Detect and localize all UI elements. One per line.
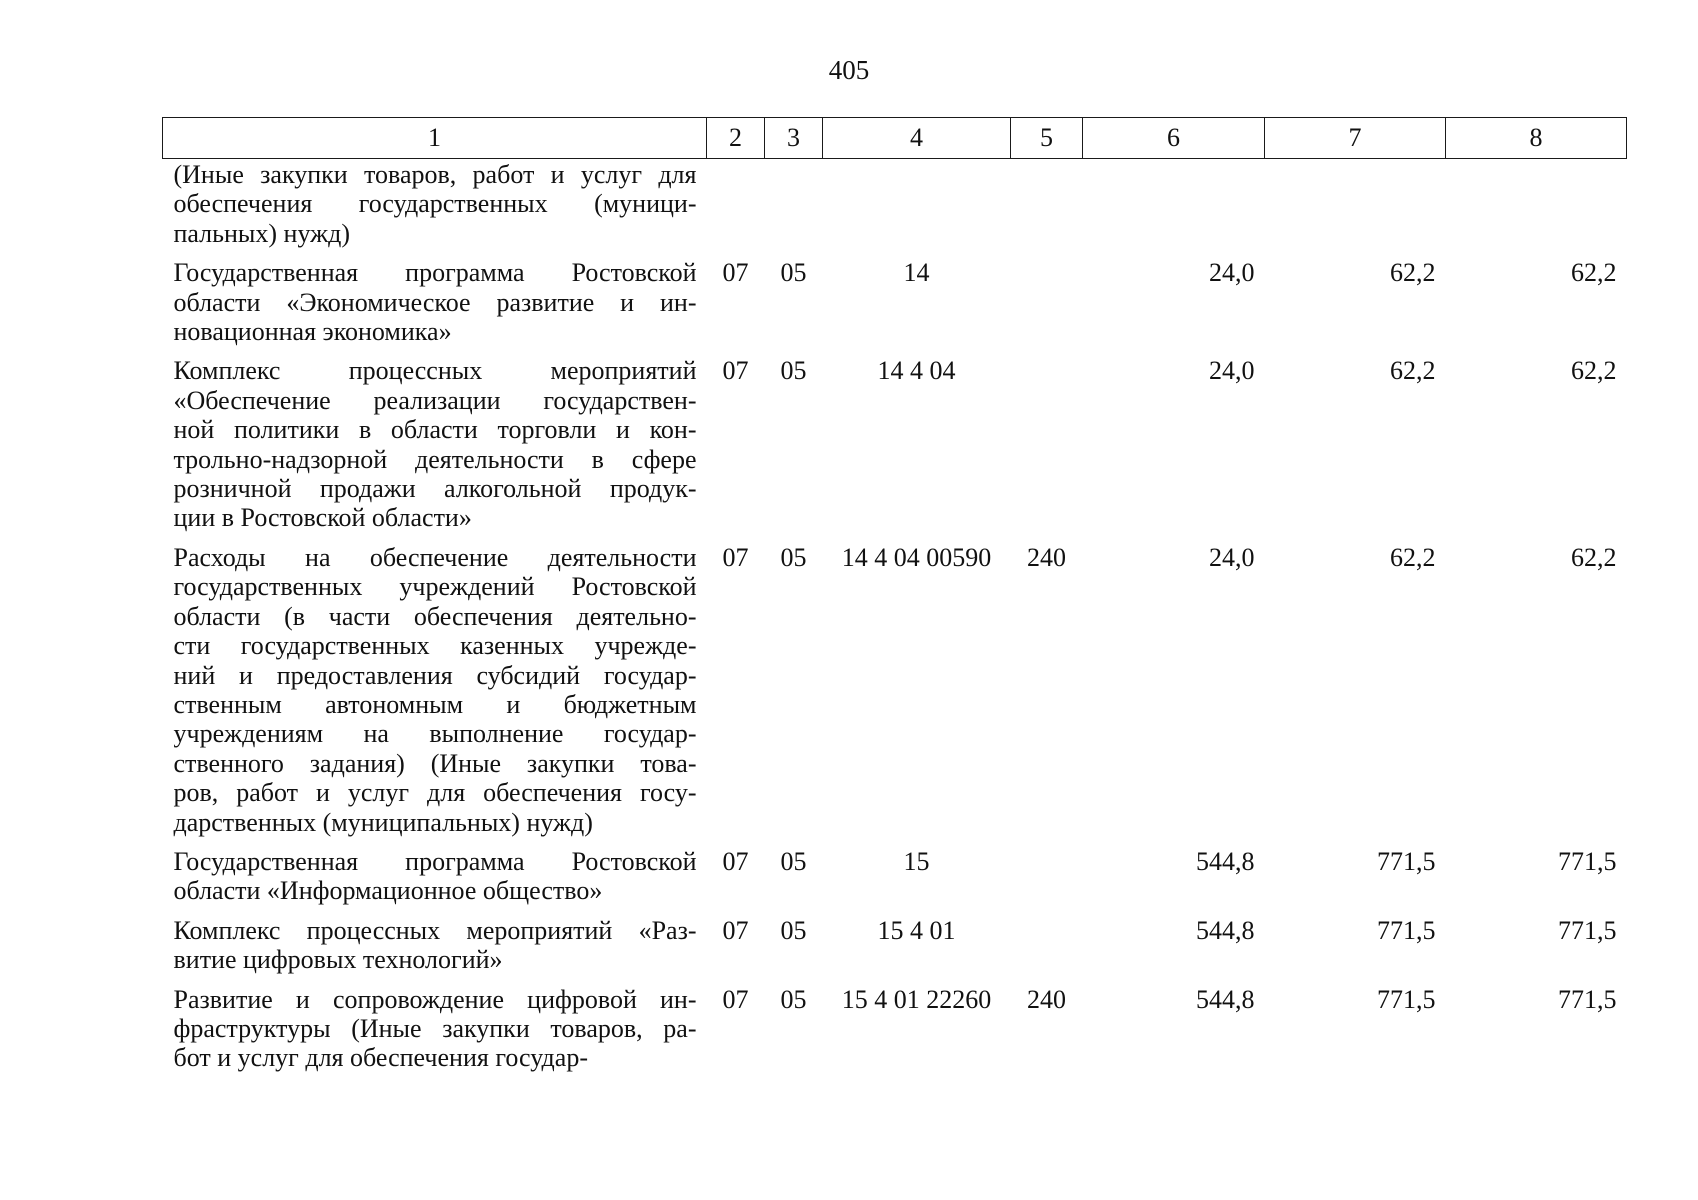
- description-line: ров, работ и услуг для обеспечения госу-: [173, 778, 697, 808]
- section-cell: 07: [722, 984, 749, 1014]
- amount-cell-8: 771,5: [1558, 984, 1617, 1014]
- subsection-cell: [765, 159, 823, 259]
- subsection-cell: 05: [780, 356, 807, 386]
- target-article-cell: 14 4 04 00590: [841, 542, 992, 572]
- header-col-6: 6: [1083, 118, 1265, 159]
- amount-cell-6: 24,0: [1209, 258, 1255, 288]
- description-line: Государственная программа Ростовской: [173, 846, 697, 876]
- expense-type-cell: [1011, 916, 1083, 985]
- section-cell: 07: [722, 915, 749, 945]
- description-line: государственных учреждений Ростовской: [173, 572, 697, 602]
- description-line: розничной продажи алкогольной продук-: [173, 474, 697, 504]
- table-row: [163, 916, 1627, 985]
- description-line: (Иные закупки товаров, работ и услуг для: [173, 160, 697, 189]
- section-cell: 07: [722, 542, 749, 572]
- table-row: [163, 847, 1627, 916]
- description-line: бот и услуг для обеспечения государ-: [173, 1043, 588, 1073]
- header-col-2: 2: [707, 118, 765, 159]
- header-col-7: 7: [1265, 118, 1446, 159]
- amount-cell-8: 62,2: [1571, 542, 1617, 572]
- header-col-4: 4: [823, 118, 1011, 159]
- amount-cell-7: [1265, 159, 1446, 259]
- subsection-cell: 05: [780, 258, 807, 288]
- subsection-cell: 05: [780, 846, 807, 876]
- subsection-cell: 05: [780, 542, 807, 572]
- amount-cell-6: 24,0: [1209, 542, 1255, 572]
- description-cell: [163, 159, 707, 259]
- description-line: витие цифровых технологий»: [173, 945, 503, 975]
- amount-cell-8: 62,2: [1571, 258, 1617, 288]
- description-cell: [163, 847, 707, 916]
- description-line: Комплекс процессных мероприятий «Раз-: [173, 915, 697, 945]
- amount-cell-6: 544,8: [1196, 846, 1255, 876]
- target-article-cell: [823, 159, 1011, 259]
- amount-cell-6: 24,0: [1209, 356, 1255, 386]
- description-cell: [163, 356, 707, 542]
- expense-type-cell: [1011, 847, 1083, 916]
- amount-cell-7: 771,5: [1377, 846, 1436, 876]
- description-line: ний и предоставления субсидий государ-: [173, 660, 697, 690]
- description-line: дарственных (муниципальных) нужд): [173, 807, 593, 837]
- table-row: [163, 356, 1627, 542]
- expense-type-cell: [1011, 159, 1083, 259]
- description-line: новационная экономика»: [173, 317, 452, 347]
- expense-type-cell: [1011, 356, 1083, 542]
- description-line: области «Информационное общество»: [173, 876, 603, 906]
- expense-type-cell: 240: [1027, 542, 1066, 572]
- description-line: «Обеспечение реализации государствен-: [173, 385, 697, 415]
- table-row: [163, 258, 1627, 356]
- section-cell: 07: [722, 846, 749, 876]
- description-line: сти государственных казенных учрежде-: [173, 631, 697, 661]
- subsection-cell: 05: [780, 915, 807, 945]
- description-line: ции в Ростовской области»: [173, 503, 472, 533]
- page-number: 405: [828, 55, 870, 85]
- subsection-cell: 05: [780, 984, 807, 1014]
- amount-cell-8: 62,2: [1571, 356, 1617, 386]
- budget-table: [162, 117, 1627, 1083]
- section-cell: 07: [722, 258, 749, 288]
- description-line: ственным автономным и бюджетным: [173, 689, 697, 719]
- section-cell: [707, 159, 765, 259]
- description-line: Расходы на обеспечение деятельности: [173, 542, 697, 572]
- header-col-1: 1: [163, 118, 707, 159]
- header-row: [163, 118, 1627, 159]
- expense-type-cell: 240: [1027, 984, 1066, 1014]
- amount-cell-7: 62,2: [1390, 258, 1436, 288]
- section-cell: 07: [722, 356, 749, 386]
- table-body: [163, 159, 1627, 1083]
- amount-cell-7: 771,5: [1377, 915, 1436, 945]
- description-line: фраструктуры (Иные закупки товаров, ра-: [173, 1013, 697, 1043]
- amount-cell-6: 544,8: [1196, 915, 1255, 945]
- header-col-3: 3: [765, 118, 823, 159]
- amount-cell-7: 771,5: [1377, 984, 1436, 1014]
- description-cell: [163, 916, 707, 985]
- header-col-5: 5: [1011, 118, 1083, 159]
- table-header: [163, 118, 1627, 159]
- description-line: ной политики в области торговли и кон-: [173, 415, 697, 445]
- description-line: области «Экономическое развитие и ин-: [173, 287, 697, 317]
- amount-cell-8: 771,5: [1558, 846, 1617, 876]
- description-line: Комплекс процессных мероприятий: [173, 356, 697, 386]
- amount-cell-6: [1083, 159, 1265, 259]
- amount-cell-8: [1446, 159, 1627, 259]
- target-article-cell: 15 4 01 22260: [841, 984, 992, 1014]
- description-cell: [163, 543, 707, 847]
- description-line: трольно-надзорной деятельности в сфере: [173, 444, 697, 474]
- description-line: ственного задания) (Иные закупки това-: [173, 748, 697, 778]
- description-cell: [163, 985, 707, 1083]
- description-line: учреждениям на выполнение государ-: [173, 719, 697, 749]
- description-line: области (в части обеспечения деятельно-: [173, 601, 697, 631]
- description-line: Развитие и сопровождение цифровой ин-: [173, 984, 697, 1014]
- table-row: [163, 985, 1627, 1083]
- amount-cell-8: 771,5: [1558, 915, 1617, 945]
- table-row: [163, 159, 1627, 259]
- amount-cell-7: 62,2: [1390, 542, 1436, 572]
- amount-cell-6: 544,8: [1196, 984, 1255, 1014]
- description-cell: [163, 258, 707, 356]
- header-col-8: 8: [1446, 118, 1627, 159]
- amount-cell-7: 62,2: [1390, 356, 1436, 386]
- target-article-cell: 14 4 04: [877, 356, 956, 386]
- description-line: пальных) нужд): [173, 218, 350, 248]
- target-article-cell: 14: [903, 258, 930, 288]
- expense-type-cell: [1011, 258, 1083, 356]
- target-article-cell: 15: [903, 846, 930, 876]
- target-article-cell: 15 4 01: [877, 915, 956, 945]
- description-line: Государственная программа Ростовской: [173, 258, 697, 288]
- description-line: обеспечения государственных (муници-: [173, 189, 697, 219]
- table-row: [163, 543, 1627, 847]
